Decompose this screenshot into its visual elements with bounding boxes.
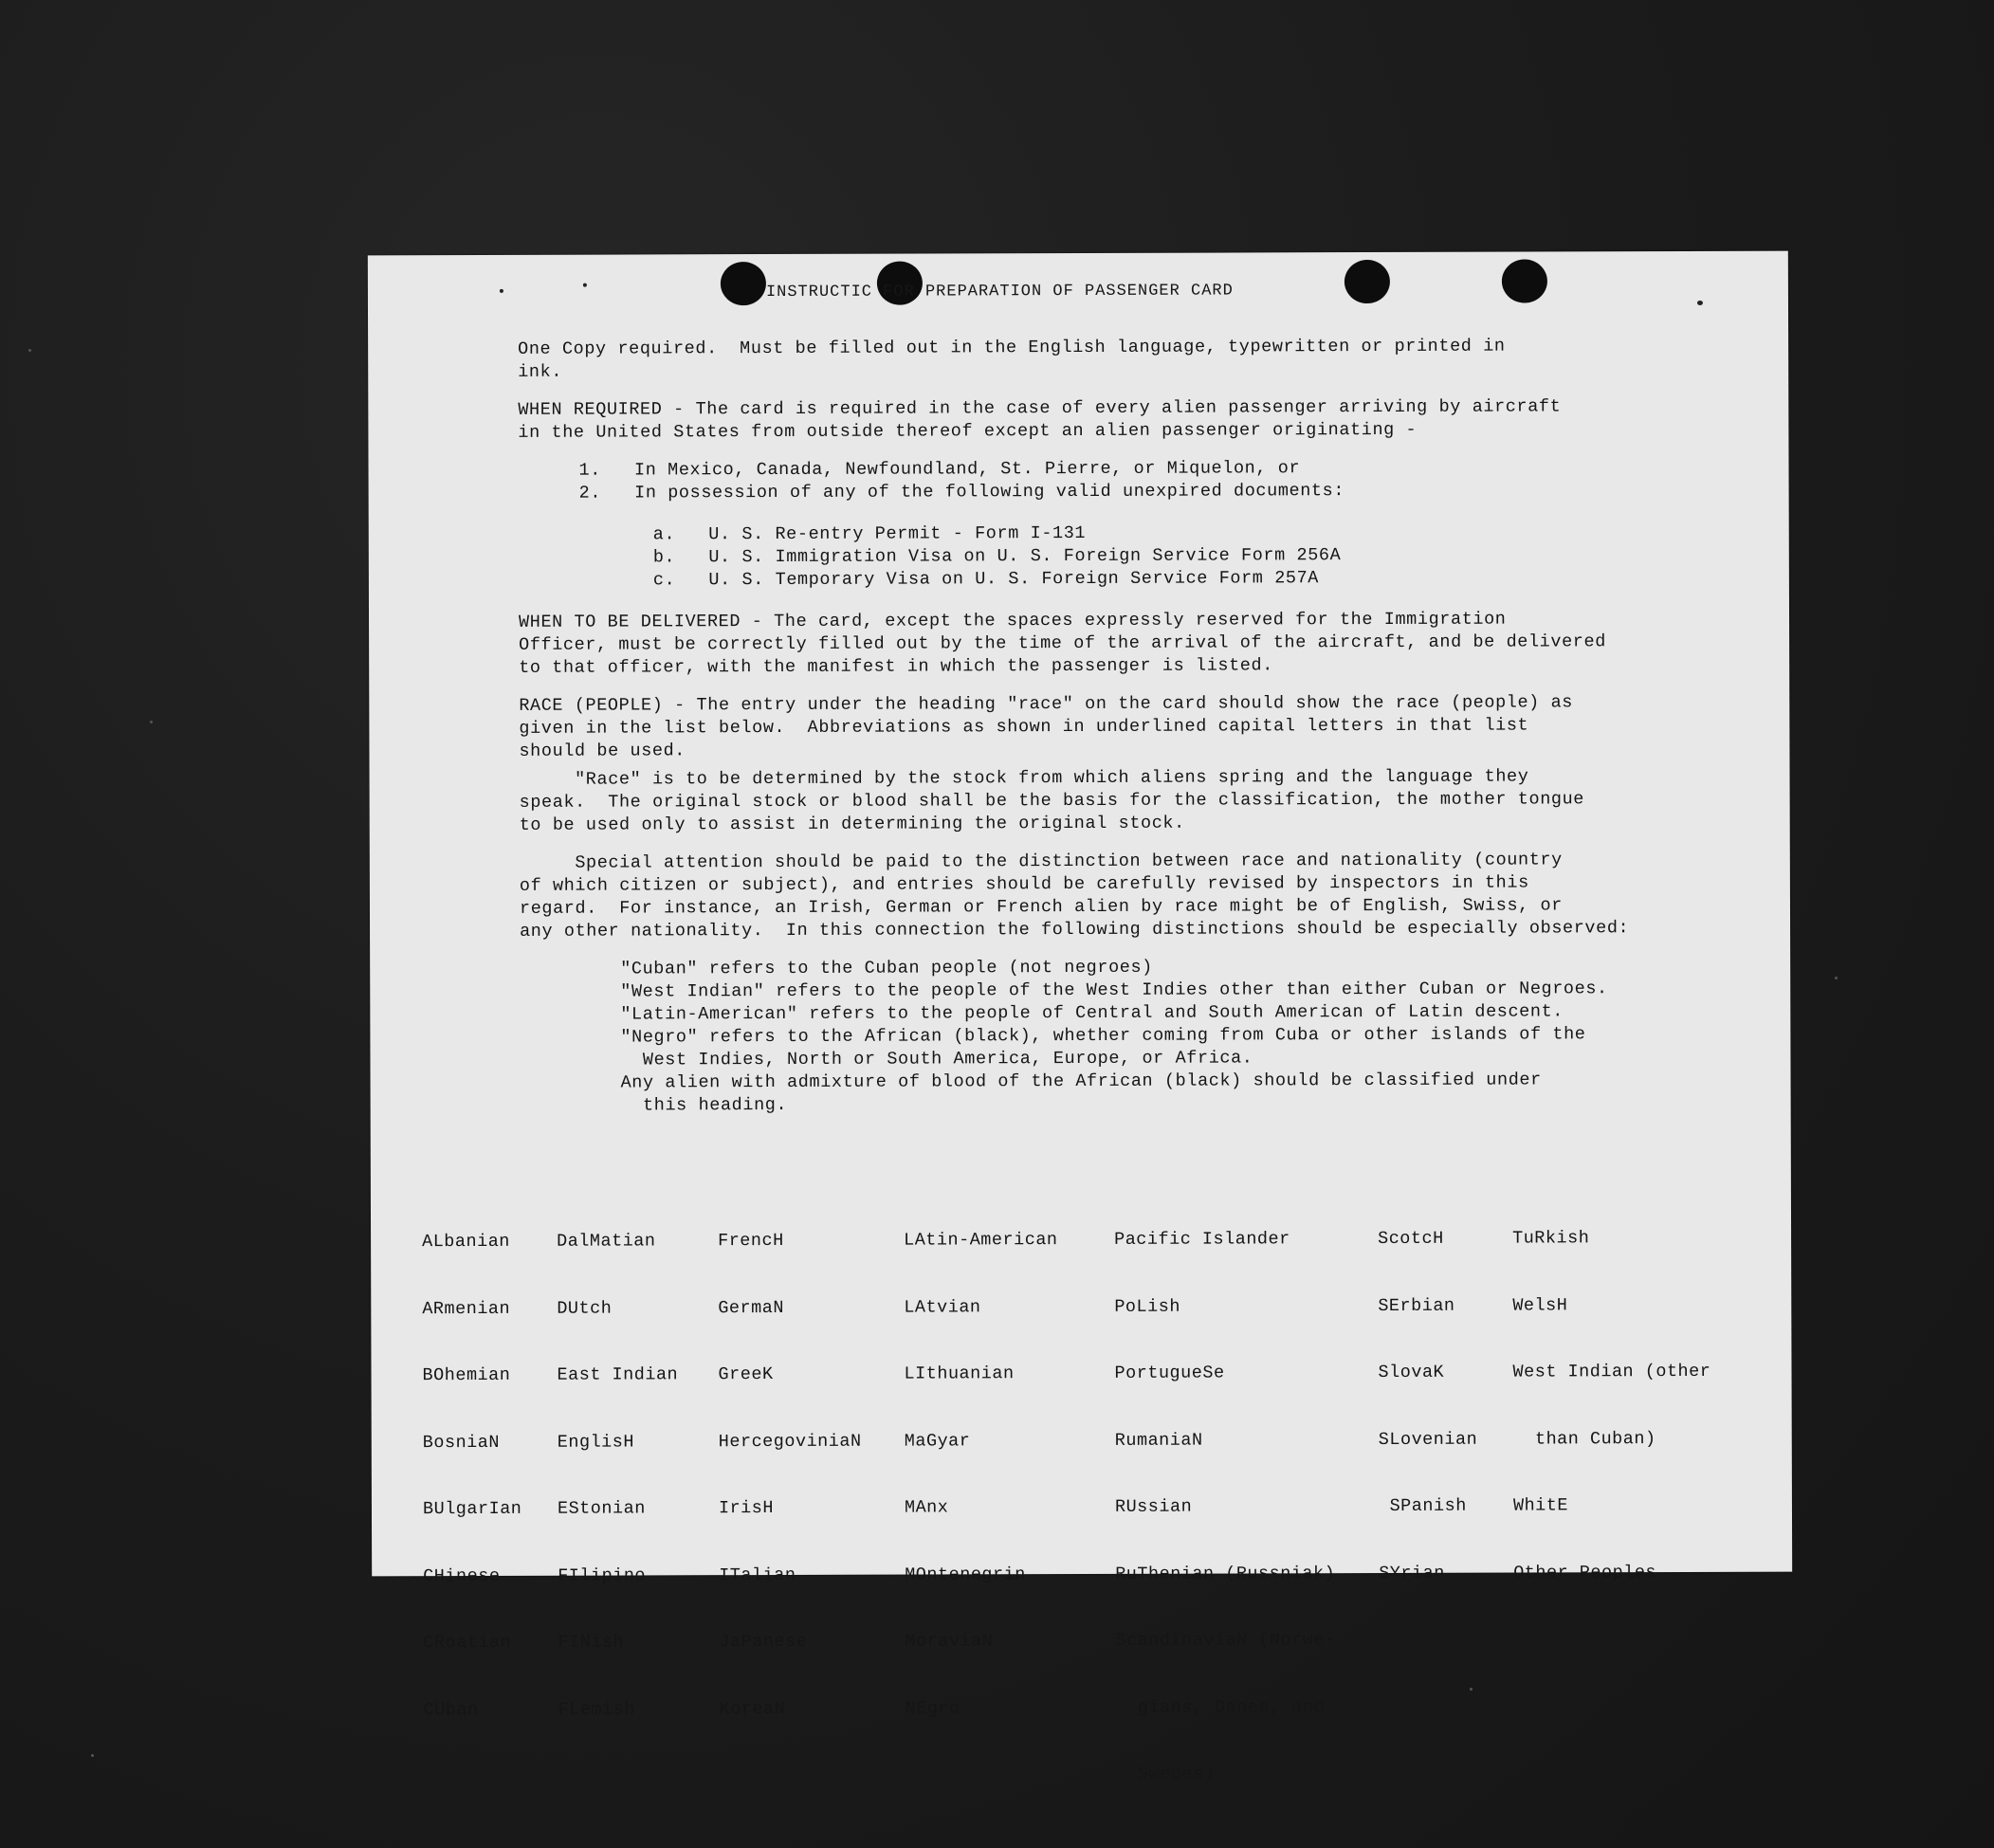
definition-line: "Cuban" refers to the Cuban people (not negroes) — [620, 957, 1153, 979]
list-item: c. U. S. Temporary Visa on U. S. Foreign Service Form 257A — [652, 568, 1320, 591]
ink-dot — [583, 284, 587, 287]
race-entry: CHinese — [423, 1565, 501, 1586]
race-column — [557, 1185, 680, 1765]
definition-line: "Latin-American" refers to the people of Central and South American of Latin descent. — [620, 1001, 1564, 1025]
dust-speck — [1470, 1688, 1473, 1691]
race-entry: GermaN — [718, 1297, 784, 1318]
punch-hole — [1345, 260, 1390, 303]
special-attention-paragraph: Special attention should be paid to the distinction between race and nationality (country of which citizen or subject), and entries should be carefully revised by inspectors in this regard. For instance, an Irish, German or French alien by race might be of English, Swiss, or any other nationality. In this connection the following distinctions should be especially observed: — [519, 850, 1630, 942]
race-entry: SLovenian — [1378, 1429, 1478, 1450]
race-entry: JaPanese — [719, 1631, 808, 1653]
race-entry: PoLish — [1114, 1296, 1180, 1317]
race-column — [718, 1185, 863, 1765]
race-entry: SYrian — [1379, 1563, 1445, 1583]
race-entry: West Indian (other — [1512, 1361, 1711, 1382]
punch-hole — [1502, 259, 1547, 302]
definition-line: Any alien with admixture of blood of the African (black) should be classified under — [620, 1070, 1542, 1093]
race-entry: Other Peoples — [1513, 1562, 1657, 1583]
race-entry: than Cuban) — [1512, 1428, 1656, 1450]
race-entry: FLemish — [558, 1698, 635, 1720]
list-item: 1. In Mexico, Canada, Newfoundland, St. Pierre, or Miquelon, or — [578, 458, 1301, 481]
dust-speck — [1835, 977, 1838, 979]
race-entry: RuThenian (Russniak) — [1115, 1563, 1336, 1584]
race-entry: EnglisH — [557, 1431, 634, 1453]
definitions-list — [620, 955, 1753, 1118]
dust-speck — [91, 1754, 94, 1757]
race-entry: KoreaN — [719, 1698, 786, 1719]
lettered-list — [653, 521, 1751, 593]
race-entry: LIthuanian — [904, 1363, 1015, 1384]
race-entry: WelsH — [1512, 1294, 1568, 1316]
race-entry: FrencH — [718, 1230, 784, 1252]
race-entry: ALbanian — [422, 1231, 510, 1253]
race-entry: SlovaK — [1378, 1362, 1445, 1383]
race-entry: TuRkish — [1512, 1228, 1590, 1249]
race-entry: BosniaN — [422, 1432, 500, 1453]
dust-speck — [28, 349, 31, 352]
race-entry: ARmenian — [422, 1298, 511, 1319]
race-column — [904, 1184, 1059, 1765]
race-entry: CRoatian — [423, 1632, 512, 1654]
definition-line: "Negro" refers to the African (black), whether coming from Cuba or other islands of the — [620, 1024, 1586, 1048]
race-entry: WhitE — [1512, 1495, 1569, 1516]
race-entry: ScandinaviaN (Norwe- — [1115, 1630, 1336, 1651]
race-entry: CUban — [423, 1699, 479, 1720]
race-entry: LAtin-American — [904, 1230, 1058, 1251]
race-column — [422, 1186, 522, 1766]
definition-line: "West Indian" refers to the people of the West Indies other than either Cuban or Negroes. — [620, 979, 1608, 1002]
race-entry: IrisH — [718, 1498, 775, 1519]
race-entry: MAnx — [904, 1497, 949, 1518]
list-item: a. U. S. Re-entry Permit - Form I-131 — [652, 522, 1087, 545]
race-entry: East Indian — [557, 1364, 679, 1385]
ink-dot — [500, 289, 503, 293]
race-entry: BOhemian — [422, 1364, 511, 1386]
race-entry: gians, Danes, and — [1115, 1696, 1326, 1718]
ink-dot — [1697, 301, 1703, 305]
race-entry: LAtvian — [904, 1296, 981, 1318]
race-entry: RUssian — [1114, 1496, 1193, 1517]
race-entry: NEgro — [905, 1697, 960, 1719]
definition-line: this heading. — [620, 1094, 788, 1116]
when-required-paragraph: WHEN REQUIRED - The card is required in the case of every alien passenger arriving by aircraft in the United States from outside thereof except an alien passenger originating - — [518, 396, 1562, 443]
race-column — [1114, 1183, 1336, 1830]
numbered-list — [578, 456, 1750, 505]
document-page — [368, 251, 1792, 1784]
document-title: INSTRUCTIC FOR PREPARATION OF PASSENGER CARD — [765, 282, 1234, 302]
race-entry: Swedes) — [1115, 1764, 1216, 1784]
dust-speck — [150, 721, 153, 723]
instructions-body — [518, 335, 1753, 1118]
race-column — [1512, 1182, 1711, 1629]
race-entry: DalMatian — [557, 1231, 656, 1252]
race-entry: BUlgarIan — [422, 1498, 522, 1520]
race-entry: Pacific Islander — [1114, 1229, 1290, 1250]
race-entry: DUtch — [557, 1298, 613, 1319]
race-entry: SPanish — [1378, 1495, 1467, 1517]
race-entry: PortugueSe — [1114, 1363, 1225, 1383]
intro-paragraph: One Copy required. Must be filled out in the English language, typewritten or printed in ink. — [518, 336, 1506, 382]
punch-hole — [721, 262, 766, 305]
list-item: 2. In possession of any of the following valid unexpired documents: — [578, 481, 1345, 503]
race-entry: HercegoviniaN — [718, 1431, 862, 1452]
race-entry: MOntenegrin — [905, 1564, 1026, 1585]
race-entry: RumaniaN — [1114, 1430, 1203, 1451]
definition-line: West Indies, North or South America, Europe, or Africa. — [620, 1048, 1253, 1070]
race-entry: MaGyar — [904, 1430, 971, 1452]
race-entry: FIlipino — [558, 1564, 647, 1586]
race-entry: ITalian — [719, 1564, 796, 1585]
race-entry: GreeK — [718, 1364, 774, 1385]
race-entry: FINish — [558, 1632, 625, 1653]
when-delivered-paragraph: WHEN TO BE DELIVERED - The card, except the spaces expressly reserved for the Immigration Officer, must be correctly filled out by the time of the arrival of the aircraft, and be delivered to that officer, with the manifest in which the passenger is listed. — [518, 609, 1606, 678]
race-entry: EStonian — [557, 1498, 646, 1519]
race-entry: SErbian — [1378, 1295, 1455, 1316]
race-determined-paragraph: "Race" is to be determined by the stock from which aliens spring and the language they speak. The original stock or blood shall be the basis for the classification, the mother tongue to be used only to assist in determining the original stock. — [519, 766, 1585, 835]
race-heading-paragraph: RACE (PEOPLE) - The entry under the heading "race" on the card should show the race (people) as given in the list below. Abbreviations as shown in underlined capital letters in that list should be used. — [519, 692, 1574, 761]
race-entry: ScotcH — [1378, 1228, 1444, 1250]
list-item: b. U. S. Immigration Visa on U. S. Foreign Service Form 256A — [652, 545, 1342, 568]
race-column — [1378, 1183, 1478, 1629]
race-entry: MoraviaN — [905, 1631, 994, 1652]
